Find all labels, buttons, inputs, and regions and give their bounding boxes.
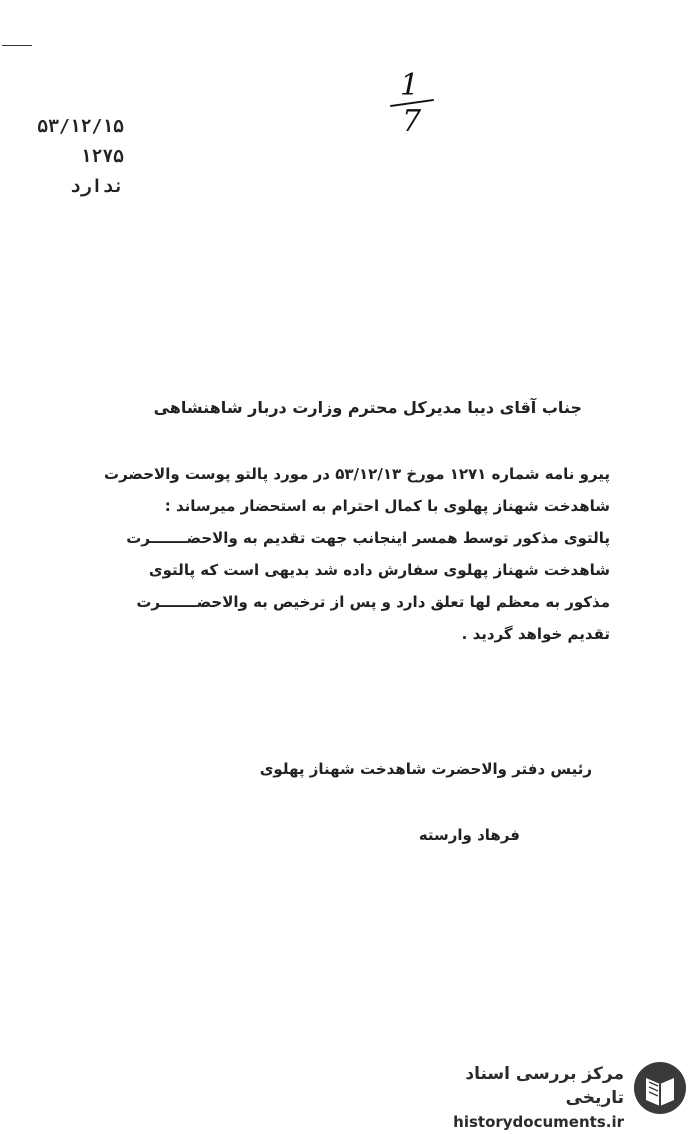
page-number-annotation bbox=[388, 68, 438, 138]
signature-title: رئیس دفتر والاحضرت شاهدخت شهناز پهلوی bbox=[259, 760, 592, 778]
body-line: پیرو نامه شماره ۱۲۷۱ مورخ ۵۳/۱۲/۱۳ در مورد پالتو پوست والاحضرت bbox=[104, 465, 610, 483]
archive-watermark-text bbox=[404, 1062, 624, 1134]
corner-mark bbox=[2, 45, 32, 46]
addressee-line: جناب آقای دیبا مدیرکل محترم وزارت دربار شاهنشاهی bbox=[153, 398, 582, 417]
archive-logo-icon bbox=[632, 1060, 688, 1116]
body-line: شاهدخت شهناز پهلوی با کمال احترام به استحضار میرساند : bbox=[164, 497, 610, 515]
page-number-bottom: 7 bbox=[402, 104, 422, 139]
letter-date: ۵۳/۱۲/۱۵ bbox=[37, 116, 124, 137]
archive-watermark bbox=[408, 1060, 688, 1131]
archive-name: مرکز بررسی اسناد تاریخی bbox=[465, 1064, 624, 1108]
letter-body bbox=[100, 458, 610, 650]
page-number-top: 1 bbox=[400, 68, 420, 103]
signature-name: فرهاد وارسته bbox=[418, 826, 520, 844]
letter-attachment: ندارد bbox=[69, 176, 124, 197]
letter-metadata bbox=[14, 112, 124, 202]
letter-number: ۱۲۷۵ bbox=[80, 146, 124, 167]
archive-website[interactable]: historydocuments.ir bbox=[453, 1113, 624, 1131]
body-line: تقدیم خواهد گردید . bbox=[461, 625, 610, 643]
body-line: پالتوی مذکور توسط همسر اینجانب جهت تقدیم به والاحضـــــــرت bbox=[126, 529, 610, 547]
body-line: مذکور به معظم لها تعلق دارد و پس از ترخیص به والاحضـــــــرت bbox=[136, 593, 610, 611]
body-line: شاهدخت شهناز پهلوی سفارش داده شد بدیهی است که پالتوی bbox=[148, 561, 610, 579]
